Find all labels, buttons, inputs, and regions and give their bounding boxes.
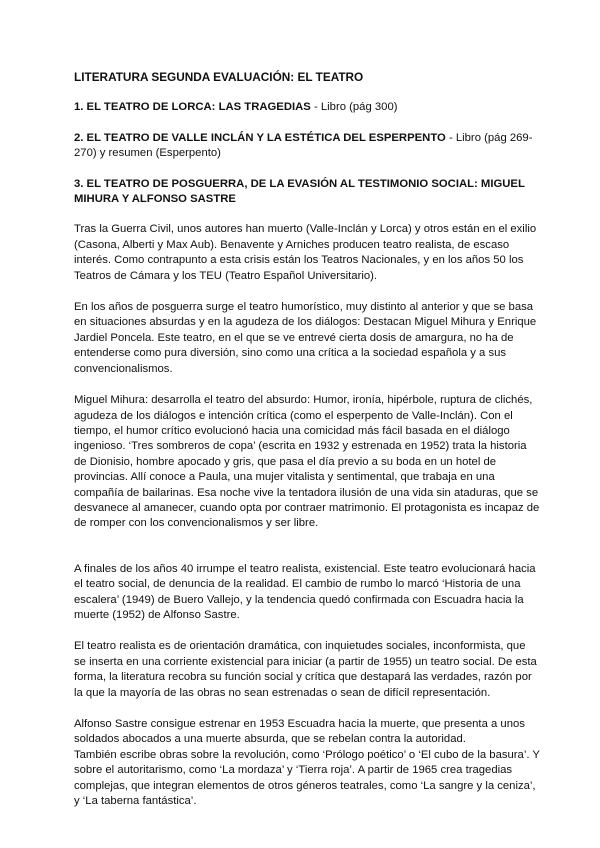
paragraph-humor-theater: En los años de posguerra surge el teatro humorístico, muy distinto al anterior y que se basa en situaciones absurdas y en la agudeza de los diálogos: Destacan Miguel Mihura y Enrique Jardiel Poncela. Este teatro, en el que se ve entrevé cierta dosis de amargura, no ha de entenderse como pura diversión, sino como una crítica a la sociedad española y a sus convencionalismos. [74, 301, 537, 375]
section-2-reference: - Libro (pág 269-270) y resumen (Esperpento) [74, 131, 533, 160]
document-title: LITERATURA SEGUNDA EVALUACIÓN: EL TEATRO [74, 70, 364, 84]
paragraph-alfonso-sastre [74, 717, 540, 809]
paragraph-spacer [74, 548, 540, 562]
section-3-title: 3. EL TEATRO DE POSGUERRA, DE LA EVASIÓN AL TESTIMONIO SOCIAL: MIGUEL MIHURA Y ALFONSO SASTRE [74, 177, 525, 206]
paragraph-line: Alfonso Sastre consigue estrenar en 1953 Escuadra hacia la muerte, que presenta a unos soldados abocados a una muerte absurda, que se rebelan contra la autoridad. [74, 718, 525, 746]
paragraph-miguel-mihura: Miguel Mihura: desarrolla el teatro del absurdo: Humor, ironía, hipérbole, ruptura de clichés, agudeza de los diálogos e intención crítica (como el esperpento de Valle-Inclán). Con el tiempo, el humor crítico evolucionó hacia una comicidad más fácil basada en el diálogo ingenioso. ‘Tres sombreros de copa’ (escrita en 1932 y estrenada en 1952) trata la historia de Dionisio, hombre apocado y gris, que pasa el día previo a su boda en un hotel de provincias. Allí conoce a Paula, una mujer vitalista y sentimental, que trabaja en una compañía de bailarinas. Esa noche vive la tentadora ilusión de una vida sin ataduras, que se desvanece al amanecer, cuando opta por contraer matrimonio. El protagonista es incapaz de de romper con los convencionalismos y ser libre. [74, 394, 540, 530]
section-1-title: 1. EL TEATRO DE LORCA: LAS TRAGEDIAS [74, 101, 311, 114]
section-1-heading [74, 100, 540, 115]
paragraph-realist-theater: A finales de los años 40 irrumpe el teatro realista, existencial. Este teatro evolucionará hacia el teatro social, de denuncia de la realidad. El cambio de rumbo lo marcó ‘Historia de una escalera’ (1949) de Buero Vallejo, y la tendencia quedó confirmada con Escuadra hacia la muerte (1952) de Alfonso Sastre. [74, 562, 536, 621]
section-2-title: 2. EL TEATRO DE VALLE INCLÁN Y LA ESTÉTICA DEL ESPERPENTO [74, 131, 446, 144]
section-1-reference: - Libro (pág 300) [310, 101, 398, 114]
section-3-heading [74, 177, 540, 208]
section-2-heading [74, 131, 540, 162]
paragraph-line: También escribe obras sobre la revolución, como ‘Prólogo poético’ o ‘El cubo de la basura’. Y sobre el autoritarismo, como ‘La mordaza’ y ‘Tierra roja’. A partir de 1965 crea tragedias complejas, que integran elementos de otros géneros teatrales, como ‘La sangre y la ceniza’, y ‘La taberna fantástica’. [74, 748, 540, 808]
paragraph-postwar-context: Tras la Guerra Civil, unos autores han muerto (Valle-Inclán y Lorca) y otros están en el exilio (Casona, Alberti y Max Aub). Benavente y Arniches producen teatro realista, de escaso interés. Como contrapunto a esta crisis están los Teatros Nacionales, y en los años 50 los Teatros de Cámara y los TEU (Teatro Español Universitario). [74, 223, 537, 282]
paragraph-realist-orientation: El teatro realista es de orientación dramática, con inquietudes sociales, inconformista, que se inserta en una corriente existencial para iniciar (a partir de 1955) un teatro social. De esta forma, la literatura recobra su función social y crítica que destapará las verdades, razón por la que la mayoría de las obras no sean estrenadas o sean de difícil representación. [74, 640, 537, 699]
